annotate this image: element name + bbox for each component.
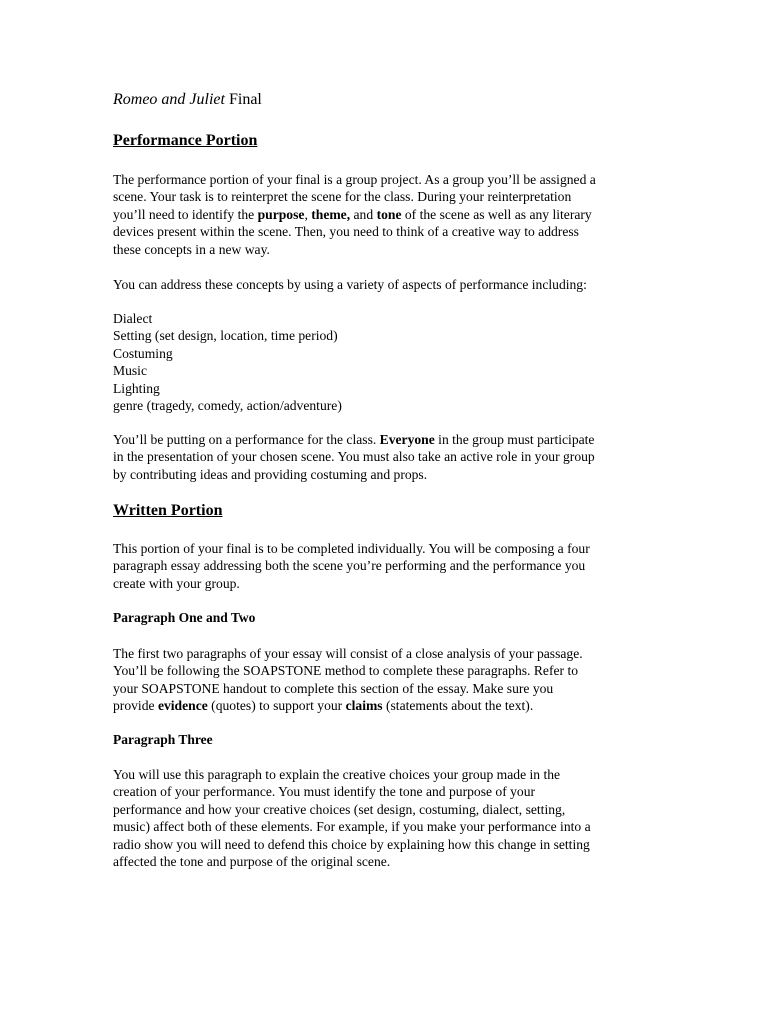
- text-line: You’ll be putting on a performance for the class. Everyone in the group must participate: [113, 432, 595, 447]
- written-heading: Written Portion: [113, 502, 223, 519]
- performance-paragraph-2: You can address these concepts by using a variety of aspects of performance including:: [113, 277, 587, 292]
- text-line: performance and how your creative choices (set design, costuming, dialect, setting,: [113, 801, 566, 817]
- emphasis-bold: theme,: [311, 206, 351, 222]
- written-paragraph-1: [113, 540, 673, 592]
- paragraph-three-body: [113, 766, 673, 870]
- text-line: affected the tone and purpose of the original scene.: [113, 854, 391, 870]
- text-line: scene. Your task is to reinterpret the scene for the class. During your reinterpretation: [113, 189, 572, 205]
- text-line: devices present within the scene. Then, you need to think of a creative way to address: [113, 224, 579, 240]
- text-line: The first two paragraphs of your essay will consist of a close analysis of your passage.: [113, 646, 583, 661]
- text-line: The performance portion of your final is a group project. As a group you’ll be assigned a: [113, 172, 596, 187]
- title-suffix: Final: [224, 91, 262, 108]
- text-line: by contributing ideas and providing costuming and props.: [113, 466, 428, 482]
- document-title: [113, 90, 673, 110]
- list-item: genre (tragedy, comedy, action/adventure): [113, 398, 342, 414]
- emphasis-bold: Everyone: [379, 432, 435, 447]
- performance-aspects-list: [113, 310, 673, 414]
- list-item: Lighting: [113, 380, 160, 396]
- text-line: You’ll be following the SOAPSTONE method to complete these paragraphs. Refer to: [113, 663, 579, 679]
- text-line: provide evidence (quotes) to support your claims (statements about the text).: [113, 698, 534, 714]
- text-line: you’ll need to identify the purpose, theme, and tone of the scene as well as any literary: [113, 206, 592, 222]
- text-line: music) affect both of these elements. For example, if you make your performance into a: [113, 819, 591, 835]
- text-line: these concepts in a new way.: [113, 241, 270, 257]
- text-line: radio show you will need to defend this choice by explaining how this change in setting: [113, 836, 590, 852]
- list-item: Dialect: [113, 311, 153, 326]
- performance-paragraph-1: [113, 171, 673, 258]
- list-item: Costuming: [113, 345, 173, 361]
- title-play-name: Romeo and Juliet: [113, 91, 225, 108]
- text-line: You will use this paragraph to explain the creative choices your group made in the: [113, 767, 561, 782]
- emphasis-bold: tone: [376, 206, 402, 222]
- performance-paragraph-3: [113, 431, 673, 483]
- text-line: create with your group.: [113, 575, 240, 591]
- paragraph-one-two-heading: Paragraph One and Two: [113, 610, 256, 625]
- list-item: Setting (set design, location, time period): [113, 328, 338, 344]
- list-item: Music: [113, 363, 147, 379]
- emphasis-bold: evidence: [157, 698, 208, 714]
- text-line: creation of your performance. You must identify the tone and purpose of your: [113, 784, 536, 800]
- emphasis-bold: claims: [345, 698, 383, 714]
- paragraph-one-two-body: [113, 645, 673, 715]
- text-line: This portion of your final is to be completed individually. You will be composing a four: [113, 541, 590, 556]
- paragraph-three-heading: Paragraph Three: [113, 732, 213, 747]
- text-line: in the presentation of your chosen scene. You must also take an active role in your group: [113, 449, 595, 465]
- text-line: your SOAPSTONE handout to complete this section of the essay. Make sure you: [113, 680, 554, 696]
- text-line: paragraph essay addressing both the scene you’re performing and the performance you: [113, 558, 586, 574]
- emphasis-bold: purpose: [257, 206, 305, 222]
- performance-heading: Performance Portion: [113, 132, 258, 149]
